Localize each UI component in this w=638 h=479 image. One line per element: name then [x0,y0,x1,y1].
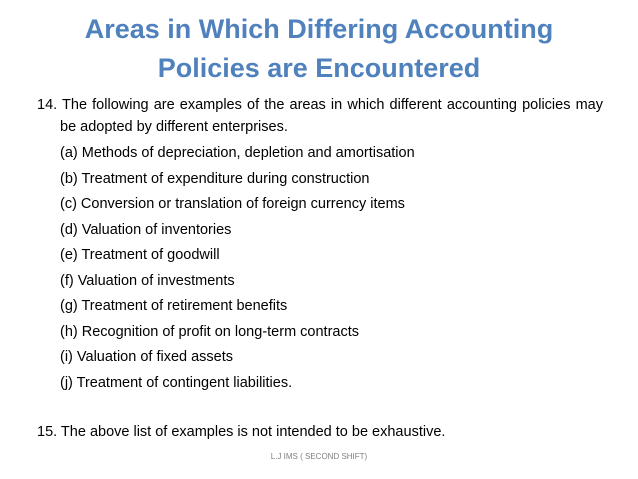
list-item: (g) Treatment of retirement benefits [60,298,288,314]
list-item: (a) Methods of depreciation, depletion and amortisation [60,145,415,161]
policy-area-list [37,141,603,396]
list-item: (d) Valuation of inventories [60,221,232,238]
paragraph-15: 15. The above list of examples is not intended to be exhaustive. [37,424,446,440]
list-item: (e) Treatment of goodwill [60,247,220,263]
list-item: (j) Treatment of contingent liabilities. [60,374,293,391]
list-item: (b) Treatment of expenditure during construction [60,170,370,187]
list-item: (c) Conversion or translation of foreign currency items [60,196,405,212]
list-item: (h) Recognition of profit on long-term contracts [60,323,359,340]
list-item: (f) Valuation of investments [60,272,235,289]
slide-title [40,10,598,88]
slide-body [37,94,603,446]
list-item: (i) Valuation of fixed assets [60,349,234,365]
slide-title-line-1: Areas in Which Differing Accounting [84,14,554,44]
slide-title-line-2: Policies are Encountered [157,53,481,83]
paragraph-14: 14. The following are examples of the areas in which different accounting policies may be adopted by different enterprises. [37,97,603,135]
slide-footer: L.J IMS ( SECOND SHIFT) [270,452,368,461]
